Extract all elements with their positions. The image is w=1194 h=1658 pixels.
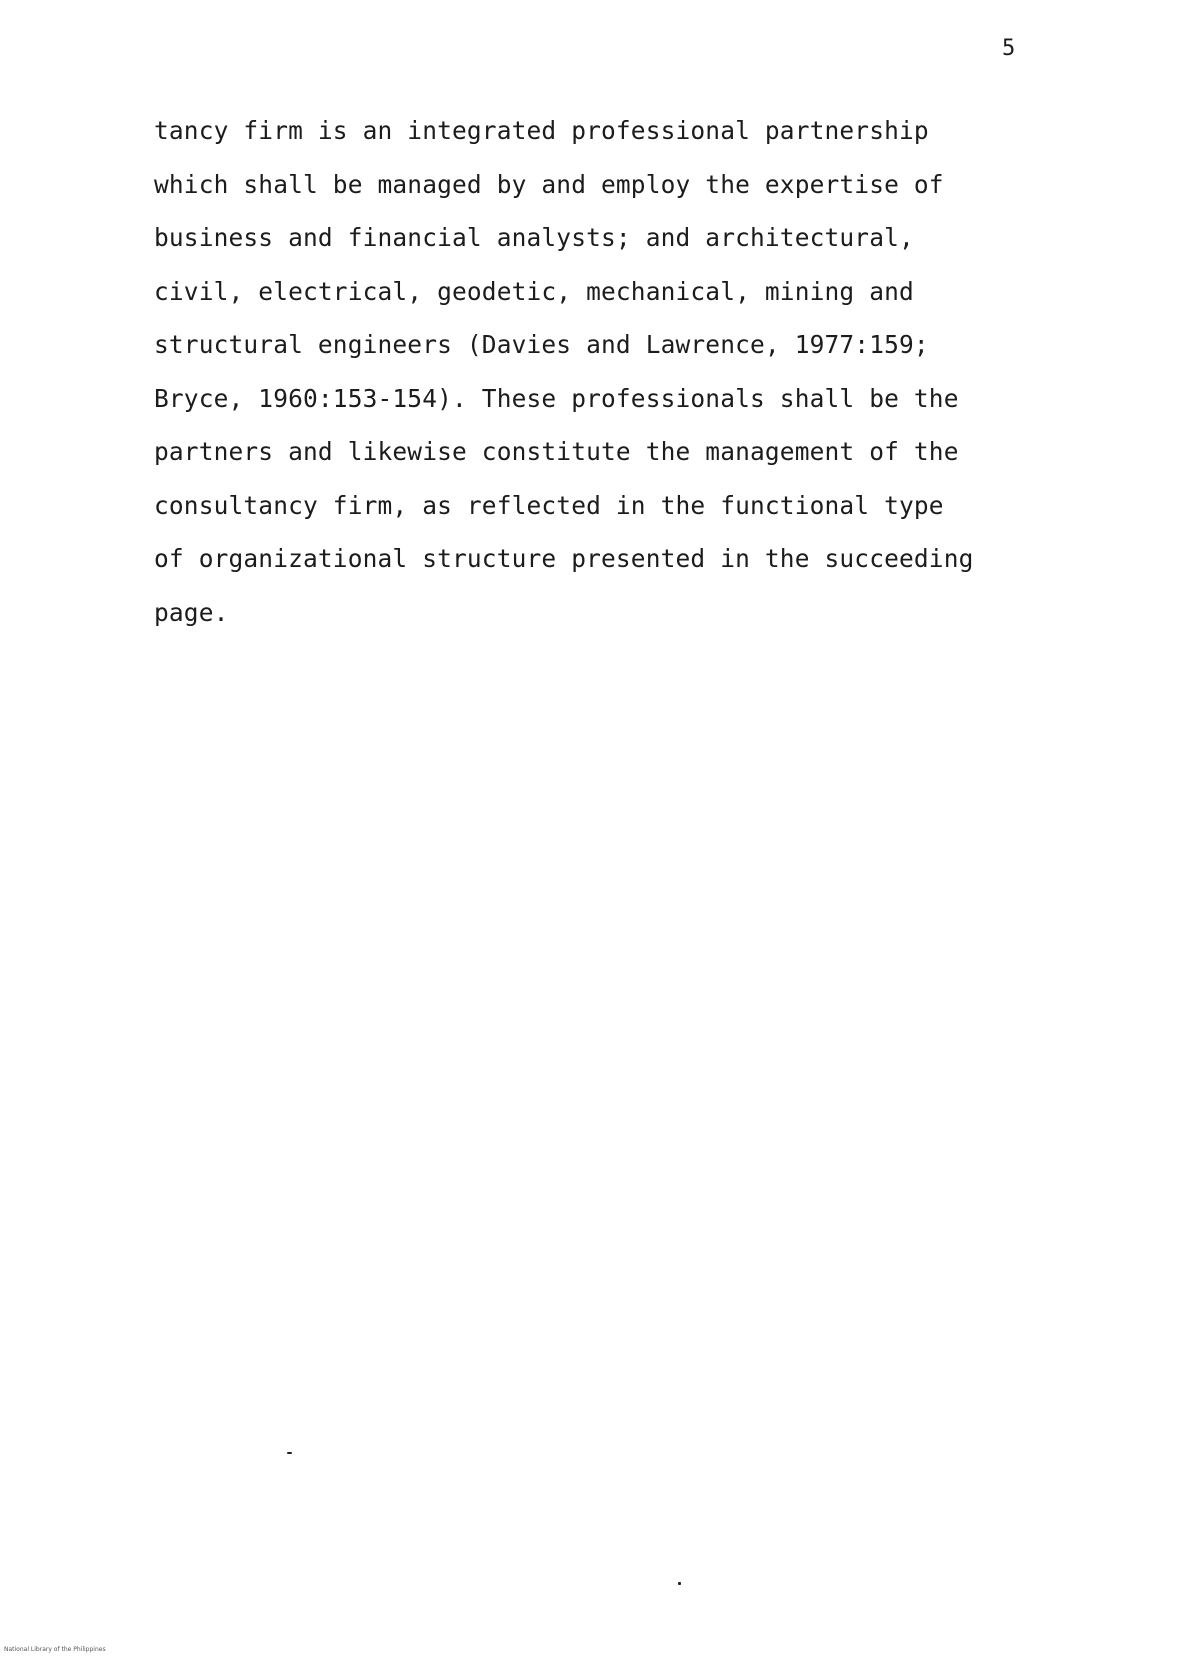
scan-speck (287, 1452, 292, 1454)
text-line: Bryce, 1960:153-154). These professionals shall be the (154, 383, 959, 413)
text-line: which shall be managed by and employ the expertise of (154, 169, 944, 199)
text-line: tancy firm is an integrated professional partnership (154, 116, 929, 145)
scan-speck (678, 1582, 681, 1585)
text-line: of organizational structure presented in the succeeding (154, 544, 974, 573)
body-paragraph (154, 104, 1054, 639)
text-line: structural engineers (Davies and Lawrence, 1977:159; (154, 330, 929, 359)
text-line: partners and likewise constitute the management of the (154, 437, 959, 466)
text-line: consultancy firm, as reflected in the functional type (154, 490, 944, 520)
text-line: page. (154, 597, 229, 627)
scan-footer-text: National Library of the Philippines (4, 1646, 106, 1653)
text-line: civil, electrical, geodetic, mechanical, mining and (154, 276, 914, 306)
text-line: business and financial analysts; and architectural, (154, 223, 914, 252)
page-number: 5 (1002, 36, 1016, 61)
